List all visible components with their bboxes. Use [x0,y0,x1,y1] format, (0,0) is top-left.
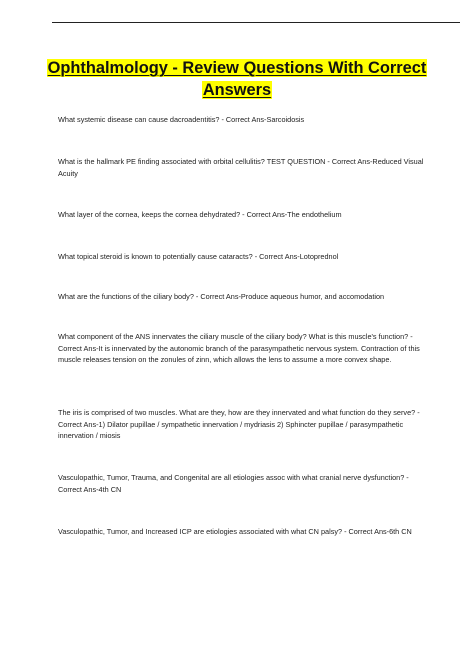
qa-item: What topical steroid is known to potentially cause cataracts? - Correct Ans-Lotoprednol [58,252,339,261]
document-title [40,57,434,101]
qa-item: The iris is comprised of two muscles. What are they, how are they innervated and what function do they serve? - Correct Ans-1) Dilator pupillae / sympathetic innervation / mydriasis 2) Sphincter pupillae / parasympathetic innervation / miosis [58,408,420,440]
top-divider [52,22,460,23]
title-line-1: Ophthalmology - Review Questions With Correct [47,59,427,77]
qa-item: Vasculopathic, Tumor, and Increased ICP are etiologies associated with what CN palsy? - Correct Ans-6th CN [58,527,412,536]
qa-item: What layer of the cornea, keeps the cornea dehydrated? - Correct Ans-The endothelium [58,210,342,219]
qa-item: What are the functions of the ciliary body? - Correct Ans-Produce aqueous humor, and accomodation [58,292,385,301]
qa-item: What is the hallmark PE finding associated with orbital cellulitis? TEST QUESTION - Correct Ans-Reduced Visual Acuity [58,157,424,178]
qa-item: Vasculopathic, Tumor, Trauma, and Congenital are all etiologies assoc with what cranial nerve dysfunction? - Correct Ans-4th CN [58,473,409,494]
qa-item: What systemic disease can cause dacroadentitis? - Correct Ans-Sarcoidosis [58,115,305,124]
qa-item: What component of the ANS innervates the ciliary muscle of the ciliary body? What is this muscle's function? - Correct Ans-It is innervated by the autonomic branch of the parasympathetic nervous system. Contraction of this muscle releases tension on the zonules of zinn, which allows the lens to assume a more convex shape. [58,332,420,364]
title-line-2: Answers [202,81,272,99]
